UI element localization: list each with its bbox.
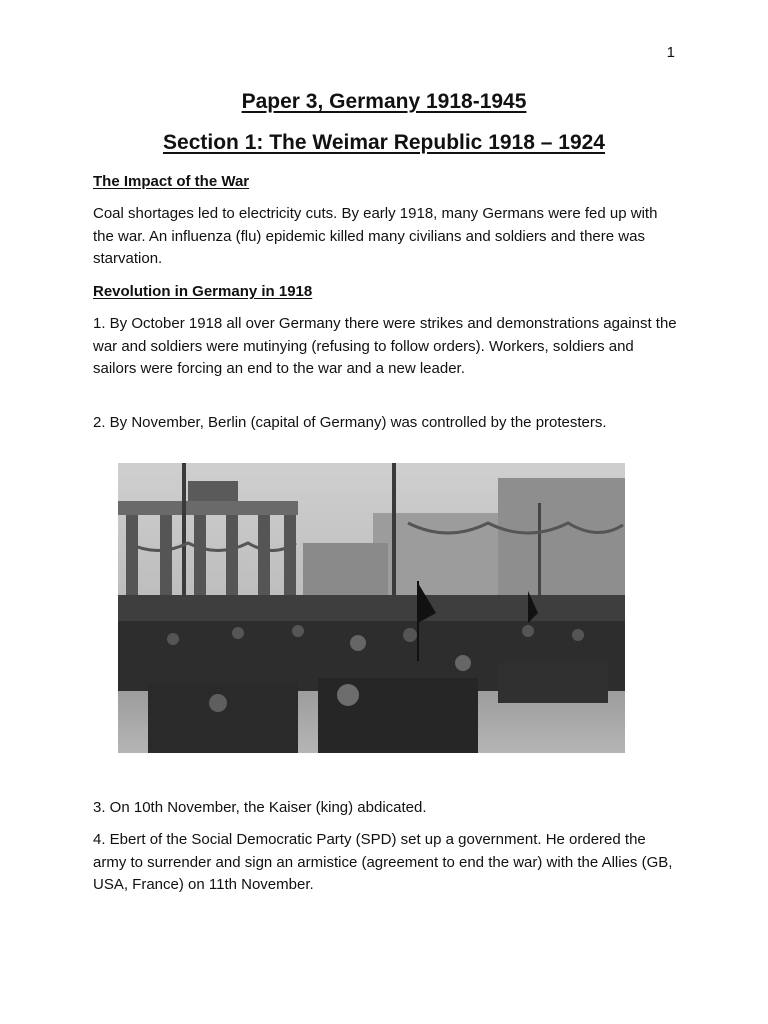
berlin-protest-photo (118, 463, 625, 753)
page-number: 1 (666, 44, 675, 61)
paragraph-impact-of-war: Coal shortages led to electricity cuts. By early 1918, many Germans were fed up with the war. An influenza (flu) epidemic killed many civilians and soldiers and there was starvation. (93, 205, 658, 267)
paragraph-item-4: 4. Ebert of the Social Democratic Party (SPD) set up a government. He ordered the army to surrender and sign an armistice (agreement to end the war) with the Allies (GB, USA, France) on 11th November. (93, 831, 673, 893)
document-title: Paper 3, Germany 1918-1945 (241, 90, 527, 113)
heading-revolution-1918: Revolution in Germany in 1918 (93, 283, 313, 300)
heading-impact-of-war: The Impact of the War (93, 173, 250, 190)
section-title: Section 1: The Weimar Republic 1918 – 1924 (163, 131, 605, 154)
paragraph-item-2: 2. By November, Berlin (capital of Germany) was controlled by the protesters. (93, 414, 607, 431)
paragraph-item-1: 1. By October 1918 all over Germany there were strikes and demonstrations against the war and soldiers were mutinying (refusing to follow orders). Workers, soldiers and sailors were forcing an end to the war and a new leader. (93, 315, 677, 377)
paragraph-item-3: 3. On 10th November, the Kaiser (king) abdicated. (93, 799, 427, 816)
